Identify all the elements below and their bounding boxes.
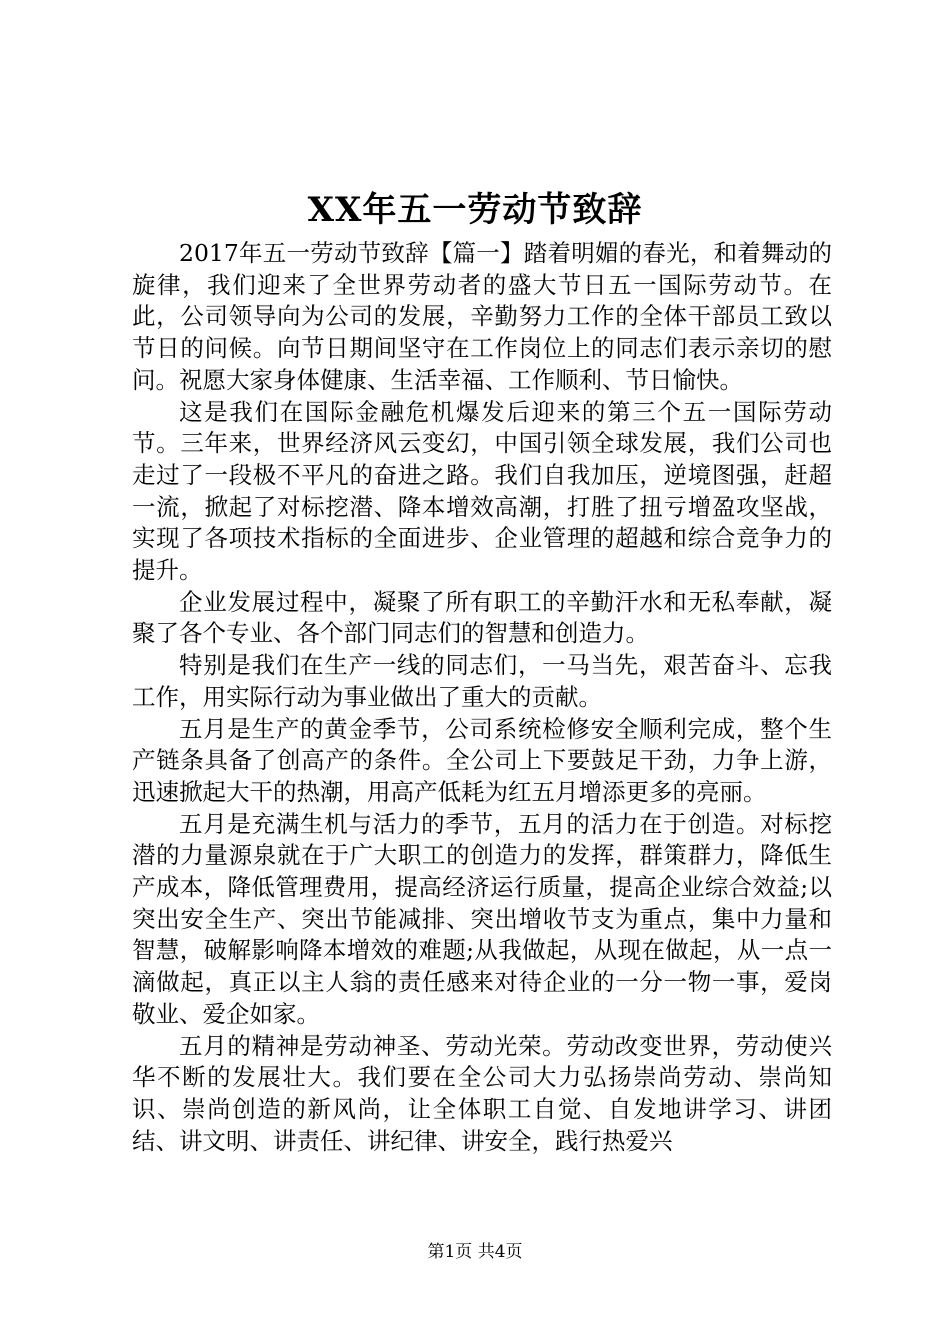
paragraph: 这是我们在国际金融危机爆发后迎来的第三个五一国际劳动节。三年来，世界经济风云变幻，中国引领全球发展，我们公司也走过了一段极不平凡的奋进之路。我们自我加压，逆境图强，赶超一流，掀起了对标挖潜、降本增效高潮，打胜了扭亏增盈攻坚战，实现了各项技术指标的全面进步、企业管理的超越和综合竞争力的提升。: [132, 397, 832, 585]
paragraph: 特别是我们在生产一线的同志们，一马当先，艰苦奋斗、忘我工作，用实际行动为事业做出了重大的贡献。: [132, 651, 832, 711]
page-number-footer: 第1页 共4页: [427, 1242, 523, 1262]
document-title: XX年五一劳动节致辞: [307, 190, 643, 230]
paragraph: 五月是充满生机与活力的季节，五月的活力在于创造。对标挖潜的力量源泉就在于广大职工的创造力的发挥，群策群力，降低生产成本，降低管理费用，提高经济运行质量，提高企业综合效益;以突出安全生产、突出节能减排、突出增收节支为重点，集中力量和智慧，破解影响降本增效的难题;从我做起，从现在做起，从一点一滴做起，真正以主人翁的责任感来对待企业的一分一物一事，爱岗敬业、爱企如家。: [132, 809, 832, 1028]
paragraph: 五月的精神是劳动神圣、劳动光荣。劳动改变世界，劳动使兴华不断的发展壮大。我们要在全公司大力弘扬崇尚劳动、崇尚知识、崇尚创造的新风尚，让全体职工自觉、自发地讲学习、讲团结、讲文明、讲责任、讲纪律、讲安全，践行热爱兴: [132, 1031, 832, 1155]
paragraph: 五月是生产的黄金季节，公司系统检修安全顺利完成，整个生产链条具备了创高产的条件。全公司上下要鼓足干劲，力争上游，迅速掀起大干的热潮，用高产低耗为红五月增添更多的亮丽。: [132, 714, 832, 806]
paragraph: 2017年五一劳动节致辞【篇一】踏着明媚的春光，和着舞动的旋律，我们迎来了全世界劳动者的盛大节日五一国际劳动节。在此，公司领导向为公司的发展，辛勤努力工作的全体干部员工致以节日的问候。向节日期间坚守在工作岗位上的同志们表示亲切的慰问。祝愿大家身体健康、生活幸福、工作顺利、节日愉快。: [132, 239, 832, 394]
document-body: [132, 238, 832, 1157]
paragraph: 企业发展过程中，凝聚了所有职工的辛勤汗水和无私奉献，凝聚了各个专业、各个部门同志们的智慧和创造力。: [132, 587, 832, 648]
